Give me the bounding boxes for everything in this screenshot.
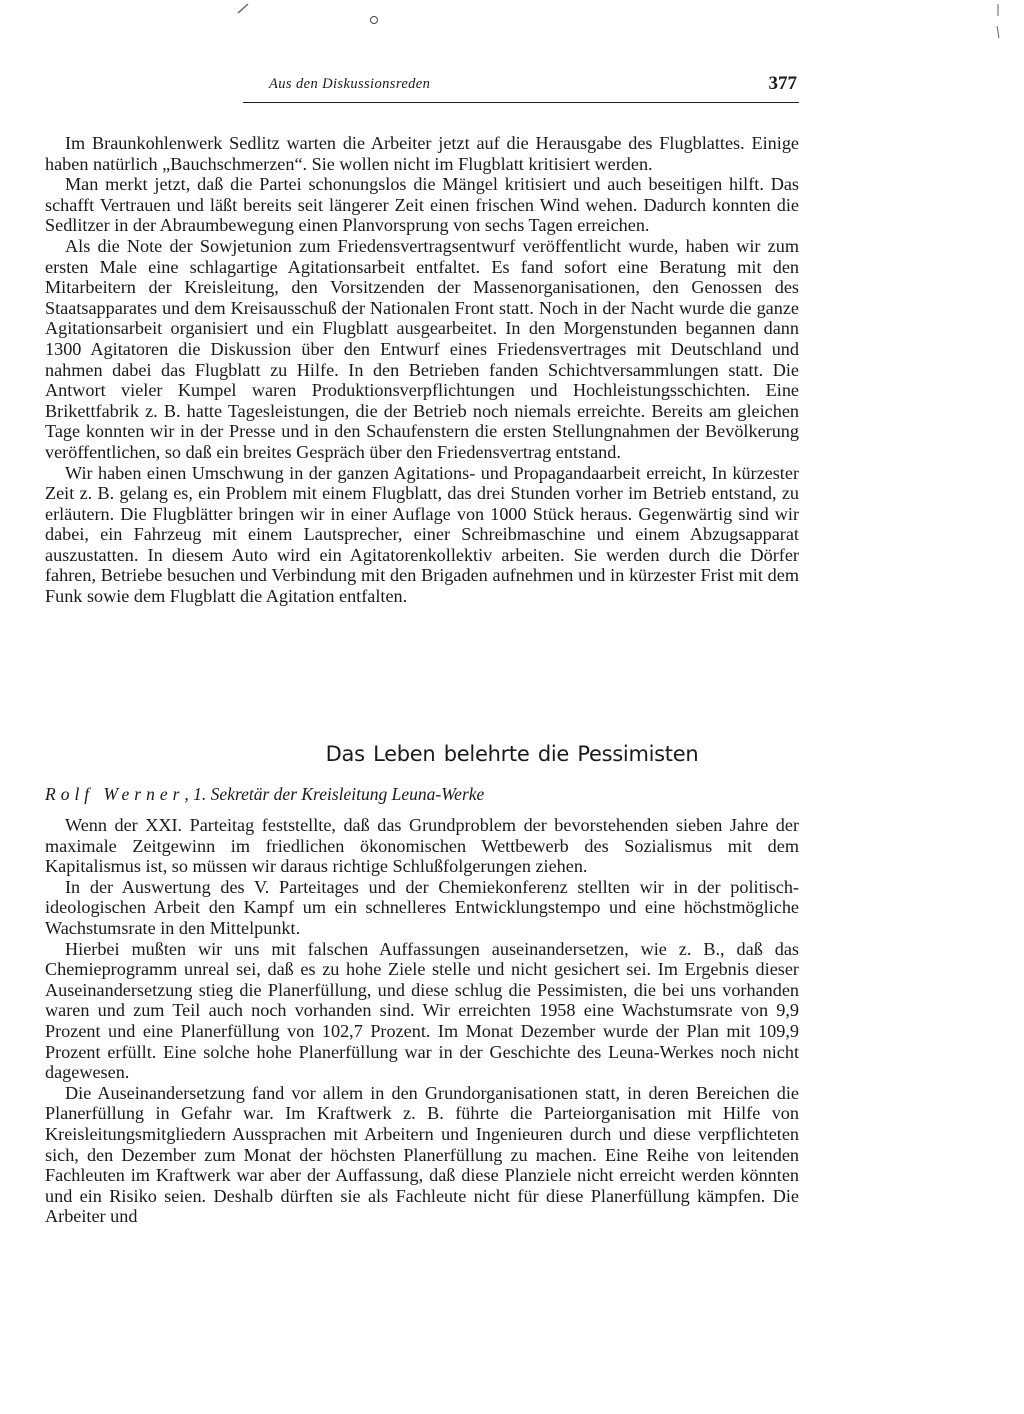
paragraph: Die Auseinandersetzung fand vor allem in den Grundorganisationen statt, in deren Bereichen die Planerfüllung in Gefahr war. Im Kraftwerk z. B. führte die Parteiorganisation mit Hilfe von Kreisleitungsmitgliedern Aussprachen mit Arbeitern und Ingenieuren durch und diese verpflichteten sich, den Dezember zum Monat der höchsten Planerfüllung zu machen. Eine Reihe von leitenden Fachleuten im Kraftwerk war aber der Auffassung, daß diese Planziele nicht erreicht werden könnten und ein Risiko seien. Deshalb dürften sie als Fachleute nicht für diese Planerfüllung kämpfen. Die Arbeiter und — [45, 1082, 799, 1227]
paragraph: Wenn der XXI. Parteitag feststellte, daß das Grundproblem der bevorstehenden sieben Jahre der maximale Zeitgewinn im friedlichen ökonomischen Wettbewerb des Sozialismus mit dem Kapitalismus ist, so müssen wir daraus richtige Schlußfolgerungen ziehen. — [45, 815, 799, 877]
article-body — [45, 815, 799, 1227]
byline — [45, 784, 484, 805]
paragraph: Hierbei mußten wir uns mit falschen Auffassungen auseinandersetzen, wie z. B., daß das Chemieprogramm unreal sei, daß es zu hohe Ziele stelle und nicht gesichert sei. Im Ergebnis dieser Auseinandersetzung stieg die Planerfüllung, und diese schlug die Pessimisten, die bei uns vorhanden waren und zum Teil auch noch vorhanden sind. Wir erreichten 1958 eine Wachstumsrate von 9,9 Prozent und eine Planerfüllung von 102,7 Prozent. Im Monat Dezember wurde der Plan mit 109,9 Prozent erfüllt. Eine solche hohe Planerfüllung war in der Geschichte des Leuna-Werkes noch nicht dagewesen. — [45, 938, 799, 1083]
paragraph: Im Braunkohlenwerk Sedlitz warten die Arbeiter jetzt auf die Herausgabe des Flugblattes. Einige haben natürlich „Bauchschmerzen“. Sie wollen nicht im Flugblatt kritisiert werden. — [45, 133, 799, 174]
author-role: , 1. Sekretär der Kreisleitung Leuna-Werke — [184, 784, 485, 804]
paragraph: In der Auswertung des V. Parteitages und der Chemiekonferenz stellten wir in der politisch-ideologischen Arbeit den Kampf um ein schnelleres Entwicklungstempo und eine höchstmögliche Wachstumsrate in den Mittelpunkt. — [45, 876, 799, 938]
scan-mark-margin — [995, 2, 1001, 42]
article-continuation — [45, 133, 799, 607]
author-name: Rolf Werner — [45, 784, 185, 804]
running-head: Aus den Diskussionsreden — [269, 76, 431, 92]
section-title: Das Leben belehrte die Pessimisten — [325, 742, 699, 766]
page-number: 377 — [768, 73, 797, 94]
paragraph: Man merkt jetzt, daß die Partei schonungslos die Mängel kritisiert und auch beseitigen hilft. Das schafft Vertrauen und läßt bereits seit längerer Zeit einen frischen Wind wehen. Dadurch konnten die Sedlitzer in der Abraumbewegung einen Planvorsprung von sechs Tagen erreichen. — [45, 174, 799, 236]
scan-dot — [370, 16, 378, 24]
scan-mark — [236, 2, 250, 14]
paragraph: Wir haben einen Umschwung in der ganzen Agitations- und Propagandaarbeit erreicht, In kürzester Zeit z. B. gelang es, ein Problem mit einem Flugblatt, das drei Stunden vorher im Betrieb entstand, zu erläutern. Die Flugblätter bringen wir in einer Auflage von 1000 Stück heraus. Gegenwärtig sind wir dabei, ein Fahrzeug mit einem Lautsprecher, einer Schreibmaschine und einem Abzugsapparat auszustatten. In diesem Auto wird ein Agitatorenkollektiv arbeiten. Sie werden durch die Dörfer fahren, Betriebe besuchen und Verbindung mit den Brigaden aufnehmen und in kürzester Frist mit dem Funk sowie dem Flugblatt die Agitation entfalten. — [45, 462, 799, 607]
paragraph: Als die Note der Sowjetunion zum Friedensvertragsentwurf veröffentlicht wurde, haben wir zum ersten Male eine schlagartige Agitationsarbeit entfaltet. Es fand sofort eine Beratung mit den Mitarbeitern der Kreisleitung, den Vorsitzenden der Massenorganisationen, den Genossen des Staatsapparates und dem Kreisausschuß der Nationalen Front statt. Noch in der Nacht wurde die ganze Agitationsarbeit organisiert und ein Flugblatt ausgearbeitet. In den Morgenstunden begannen dann 1300 Agitatoren die Diskussion über den Entwurf eines Friedensvertrages mit Deutschland und nahmen dabei das Flugblatt zu Hilfe. In den Betrieben fanden Schichtversammlungen statt. Die Antwort vieler Kumpel waren Produktionsverpflichtungen und Hochleistungsschichten. Eine Brikettfabrik z. B. hatte Tagesleistungen, die der Betrieb noch niemals erreichte. Bereits am gleichen Tage konnten wir in der Presse und in den Schaufenstern die ersten Stellungnahmen der Bevölkerung veröffentlichen, so daß ein breites Gespräch über den Friedensvertrag entstand. — [45, 235, 799, 462]
page-header — [243, 73, 799, 103]
